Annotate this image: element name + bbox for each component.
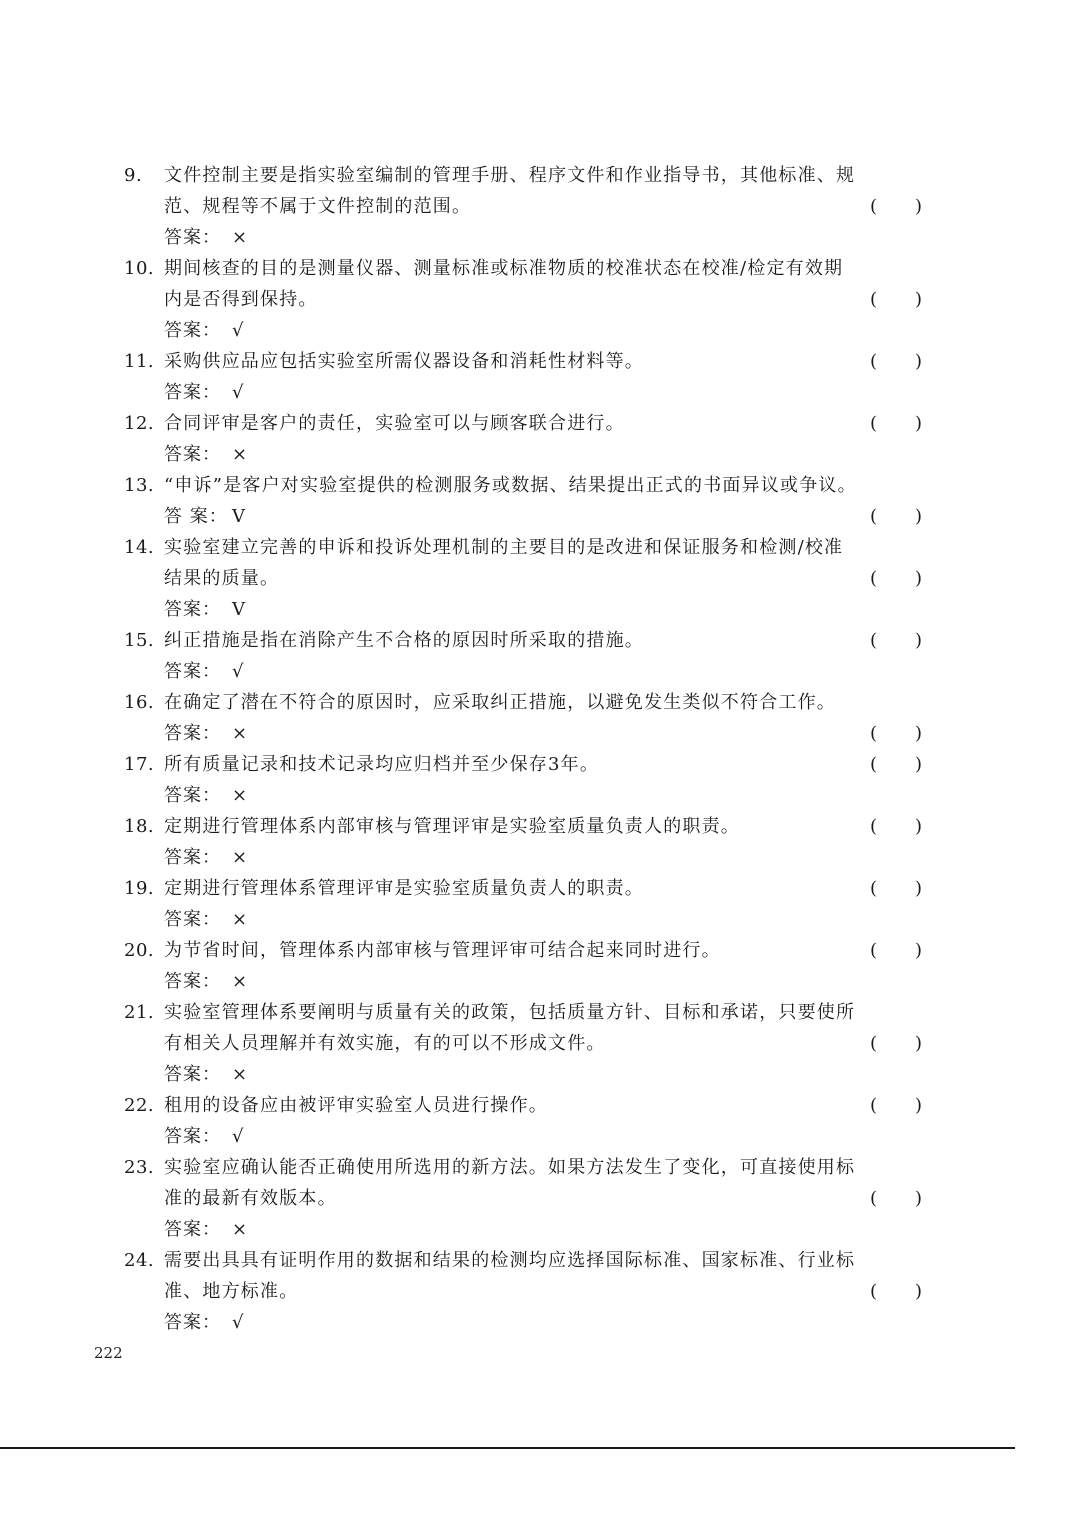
question-line (124, 1245, 934, 1276)
answer-mark: √ (232, 382, 244, 403)
question-item (124, 749, 934, 811)
answer-mark: × (232, 971, 248, 992)
question-item (124, 408, 934, 470)
question-number: 20. (124, 940, 155, 961)
answer-label: 答案： (164, 444, 221, 465)
question-line (124, 532, 934, 563)
question-number: 19. (124, 878, 155, 899)
question-line (124, 1090, 934, 1121)
answer-label: 答案： (164, 909, 221, 930)
answer-blank-parentheses (870, 811, 922, 842)
answer-mark: × (232, 1064, 248, 1085)
question-text: 定期进行管理体系管理评审是实验室质量负责人的职责。 (164, 878, 644, 899)
question-number: 22. (124, 1095, 155, 1116)
question-text: 租用的设备应由被评审实验室人员进行操作。 (164, 1095, 548, 1116)
question-number: 14. (124, 537, 155, 558)
answer-mark: V (232, 599, 245, 620)
question-number: 13. (124, 475, 155, 496)
paren-open: ( (869, 940, 877, 961)
question-text: 文件控制主要是指实验室编制的管理手册、程序文件和作业指导书，其他标准、规 (164, 165, 856, 186)
paren-open: ( (869, 196, 877, 217)
paren-open: ( (869, 1033, 877, 1054)
paren-open: ( (869, 1281, 877, 1302)
answer-label: 答案： (164, 1064, 221, 1085)
question-line (124, 687, 934, 718)
answer-blank-parentheses (870, 408, 922, 439)
question-text: 结果的质量。 (164, 568, 280, 589)
question-item (124, 1152, 934, 1245)
question-line (124, 997, 934, 1028)
question-number: 15. (124, 630, 155, 651)
question-continuation-line (124, 1183, 934, 1214)
answer-line (124, 842, 934, 873)
question-item (124, 532, 934, 625)
answer-mark: √ (232, 1312, 244, 1333)
answer-blank-parentheses (870, 1028, 922, 1059)
question-item (124, 687, 934, 749)
question-text: 为节省时间，管理体系内部审核与管理评审可结合起来同时进行。 (164, 940, 721, 961)
question-number: 23. (124, 1157, 155, 1178)
answer-blank-parentheses (870, 718, 922, 749)
paren-open: ( (869, 630, 877, 651)
answer-mark: V (232, 506, 245, 527)
question-line (124, 1152, 934, 1183)
paren-close: ) (914, 754, 922, 775)
answer-blank-parentheses (870, 284, 922, 315)
question-text: 范、规程等不属于文件控制的范围。 (164, 196, 472, 217)
answer-mark: × (232, 1219, 248, 1240)
paren-close: ) (914, 1033, 922, 1054)
paren-open: ( (869, 816, 877, 837)
paren-open: ( (869, 506, 877, 527)
paren-close: ) (914, 723, 922, 744)
paren-open: ( (869, 351, 877, 372)
question-text: 准的最新有效版本。 (164, 1188, 337, 1209)
question-line (124, 470, 934, 501)
question-text: 在确定了潜在不符合的原因时，应采取纠正措施，以避免发生类似不符合工作。 (164, 692, 836, 713)
question-number: 21. (124, 1002, 155, 1023)
answer-line (124, 439, 934, 470)
true-false-question-list (124, 160, 934, 1338)
answer-mark: × (232, 723, 248, 744)
question-item (124, 160, 934, 253)
answer-mark: × (232, 444, 248, 465)
answer-label: 答案： (164, 1312, 221, 1333)
question-number: 12. (124, 413, 155, 434)
answer-blank-parentheses (870, 873, 922, 904)
question-item (124, 811, 934, 873)
paren-close: ) (914, 568, 922, 589)
answer-label: 答案： (164, 227, 221, 248)
paren-close: ) (914, 413, 922, 434)
answer-blank-parentheses (870, 1276, 922, 1307)
paren-close: ) (914, 196, 922, 217)
question-line (124, 160, 934, 191)
answer-line (124, 377, 934, 408)
question-number: 9. (124, 165, 143, 186)
answer-line (124, 315, 934, 346)
question-item (124, 997, 934, 1090)
question-item (124, 873, 934, 935)
answer-label: 答案： (164, 847, 221, 868)
answer-line (124, 594, 934, 625)
paren-close: ) (914, 351, 922, 372)
question-line (124, 873, 934, 904)
question-text: 所有质量记录和技术记录均应归档并至少保存3年。 (164, 754, 600, 775)
answer-line (124, 718, 934, 749)
answer-line (124, 1307, 934, 1338)
answer-mark: √ (232, 320, 244, 341)
question-text: 准、地方标准。 (164, 1281, 299, 1302)
paren-close: ) (914, 630, 922, 651)
answer-line (124, 1059, 934, 1090)
paren-open: ( (869, 878, 877, 899)
paren-open: ( (869, 1095, 877, 1116)
answer-blank-parentheses (870, 563, 922, 594)
question-continuation-line (124, 191, 934, 222)
question-item (124, 1245, 934, 1338)
question-number: 18. (124, 816, 155, 837)
paren-close: ) (914, 940, 922, 961)
question-number: 11. (124, 351, 155, 372)
question-item (124, 625, 934, 687)
answer-line (124, 1214, 934, 1245)
question-text: 合同评审是客户的责任，实验室可以与顾客联合进行。 (164, 413, 625, 434)
answer-mark: × (232, 909, 248, 930)
answer-mark: × (232, 847, 248, 868)
question-line (124, 253, 934, 284)
answer-line (124, 966, 934, 997)
answer-blank-parentheses (870, 191, 922, 222)
answer-line (124, 780, 934, 811)
question-continuation-line (124, 284, 934, 315)
question-item (124, 935, 934, 997)
paren-close: ) (914, 289, 922, 310)
answer-blank-parentheses (870, 935, 922, 966)
answer-blank-parentheses (870, 625, 922, 656)
paren-close: ) (914, 1095, 922, 1116)
paren-close: ) (914, 506, 922, 527)
answer-label: 答案： (164, 382, 221, 403)
question-text: “申诉”是客户对实验室提供的检测服务或数据、结果提出正式的书面异议或争议。 (164, 475, 857, 496)
question-number: 24. (124, 1250, 155, 1271)
question-line (124, 625, 934, 656)
answer-mark: √ (232, 1126, 244, 1147)
paren-open: ( (869, 289, 877, 310)
paren-open: ( (869, 754, 877, 775)
question-line (124, 749, 934, 780)
paren-open: ( (869, 568, 877, 589)
page-number: 222 (94, 1344, 123, 1362)
question-item (124, 470, 934, 532)
question-line (124, 811, 934, 842)
question-line (124, 346, 934, 377)
question-text: 实验室管理体系要阐明与质量有关的政策，包括质量方针、目标和承诺，只要使所 (164, 1002, 856, 1023)
question-number: 17. (124, 754, 155, 775)
answer-blank-parentheses (870, 749, 922, 780)
question-item (124, 346, 934, 408)
answer-mark: √ (232, 661, 244, 682)
paren-open: ( (869, 413, 877, 434)
question-line (124, 935, 934, 966)
question-text: 实验室应确认能否正确使用所选用的新方法。如果方法发生了变化，可直接使用标 (164, 1157, 856, 1178)
question-text: 内是否得到保持。 (164, 289, 318, 310)
paren-close: ) (914, 1188, 922, 1209)
paren-close: ) (914, 816, 922, 837)
answer-label: 答案： (164, 320, 221, 341)
question-text: 采购供应品应包括实验室所需仪器设备和消耗性材料等。 (164, 351, 644, 372)
paren-open: ( (869, 1188, 877, 1209)
answer-label: 答案： (164, 661, 221, 682)
question-text: 有相关人员理解并有效实施，有的可以不形成文件。 (164, 1033, 606, 1054)
answer-blank-parentheses (870, 501, 922, 532)
answer-line (124, 222, 934, 253)
paren-close: ) (914, 878, 922, 899)
answer-line (124, 656, 934, 687)
footer-rule (0, 1447, 1015, 1449)
answer-line (124, 1121, 934, 1152)
paren-open: ( (869, 723, 877, 744)
answer-mark: × (232, 785, 248, 806)
answer-mark: × (232, 227, 248, 248)
question-text: 需要出具具有证明作用的数据和结果的检测均应选择国际标准、国家标准、行业标 (164, 1250, 856, 1271)
answer-label: 答案： (164, 1126, 221, 1147)
answer-label: 答案： (164, 971, 221, 992)
question-number: 10. (124, 258, 155, 279)
answer-line (124, 904, 934, 935)
question-continuation-line (124, 1028, 934, 1059)
answer-label: 答案： (164, 785, 221, 806)
question-item (124, 1090, 934, 1152)
question-number: 16. (124, 692, 155, 713)
answer-blank-parentheses (870, 1090, 922, 1121)
question-line (124, 408, 934, 439)
answer-line (124, 501, 934, 532)
question-continuation-line (124, 563, 934, 594)
question-item (124, 253, 934, 346)
question-text: 期间核查的目的是测量仪器、测量标准或标准物质的校准状态在校准/检定有效期 (164, 258, 844, 279)
paren-close: ) (914, 1281, 922, 1302)
question-text: 实验室建立完善的申诉和投诉处理机制的主要目的是改进和保证服务和检测/校准 (164, 537, 844, 558)
question-text: 纠正措施是指在消除产生不合格的原因时所采取的措施。 (164, 630, 644, 651)
question-continuation-line (124, 1276, 934, 1307)
answer-label: 答 案： (164, 506, 228, 527)
answer-label: 答案： (164, 723, 221, 744)
answer-blank-parentheses (870, 346, 922, 377)
question-text: 定期进行管理体系内部审核与管理评审是实验室质量负责人的职责。 (164, 816, 740, 837)
answer-blank-parentheses (870, 1183, 922, 1214)
answer-label: 答案： (164, 1219, 221, 1240)
answer-label: 答案： (164, 599, 221, 620)
